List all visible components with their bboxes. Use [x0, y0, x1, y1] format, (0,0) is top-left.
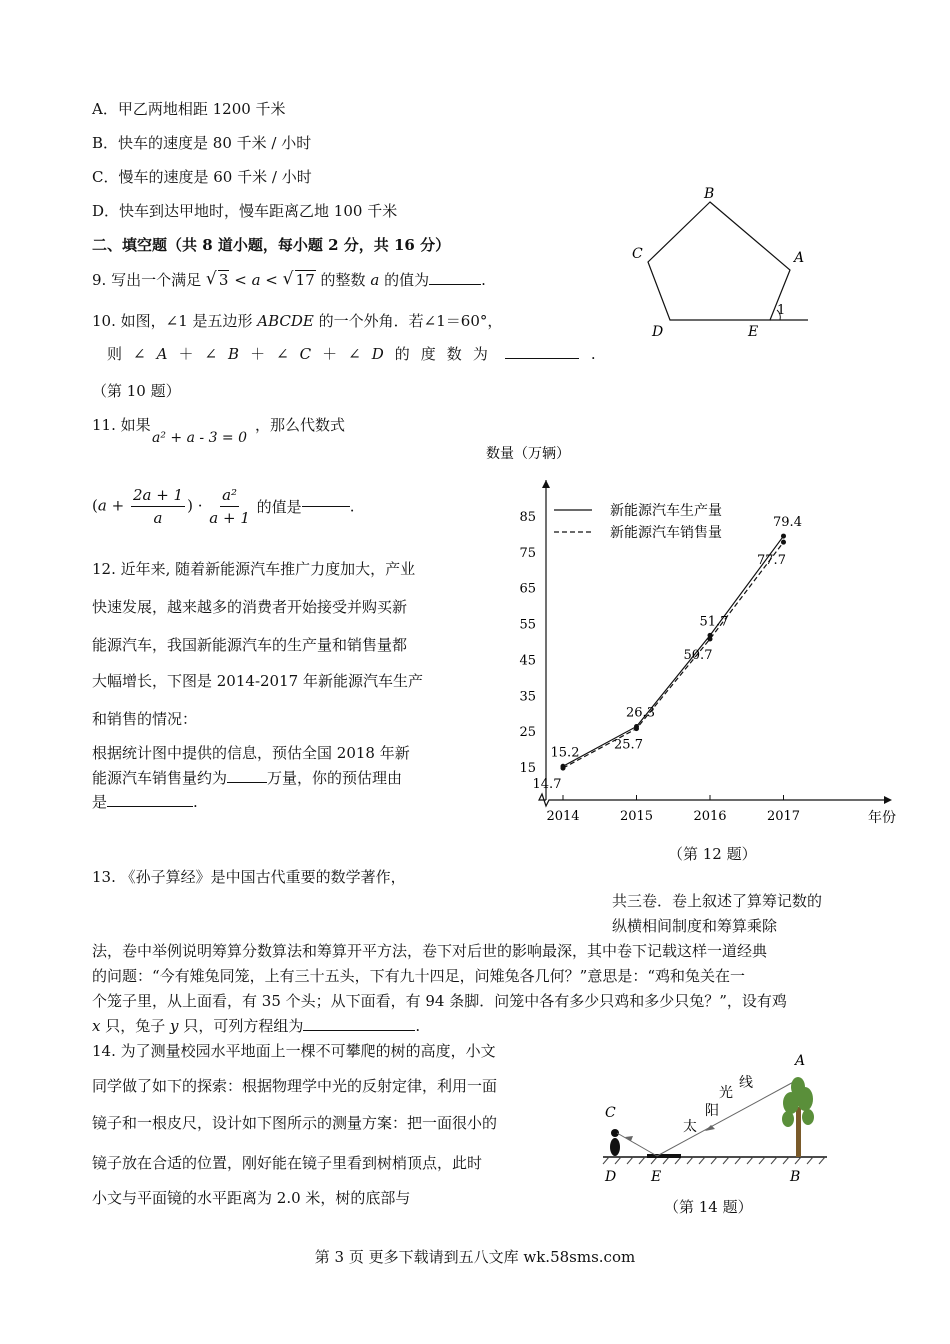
label-b: B	[704, 186, 715, 202]
section2-title: 二、填空题（共 8 道小题，每小题 2 分，共 16 分）	[92, 236, 451, 254]
question-10-line1: 10. 如图，∠1 是五边形 ABCDE 的一个外角．若∠1＝60°，	[92, 312, 503, 330]
y-tick-label: 85	[519, 510, 536, 525]
question-14-line2: 同学做了如下的探索：根据物理学中光的反射定律，利用一面	[92, 1077, 498, 1095]
q10-char: ∠	[133, 345, 146, 363]
figure-10-caption: （第 10 题）	[92, 382, 181, 400]
figure-14	[595, 1045, 835, 1190]
question-12-line5: 和销售的情况：	[92, 710, 198, 728]
y-tick-label: 25	[519, 725, 536, 741]
sqrt-3: √ 3	[205, 269, 229, 289]
question-13-side1: 共三卷．卷上叙述了算筹记数的	[612, 892, 823, 910]
question-9: 9. 写出一个满足 √ 3 < a < √ 17 的整数 a 的值为 .	[92, 269, 486, 289]
sales-point	[781, 540, 786, 545]
q10-char: A	[156, 345, 168, 363]
option-c: C．慢车的速度是 60 千米 / 小时	[92, 168, 312, 186]
chart-xlabel: 年份	[868, 810, 896, 826]
question-12-line2: 快速发展，越来越多的消费者开始接受并购买新	[92, 598, 408, 616]
line-chart	[470, 440, 910, 830]
question-14-line5: 小文与平面镜的水平距离为 2.0 米，树的底部与	[92, 1189, 411, 1207]
y-axis-arrow	[542, 480, 550, 488]
y-tick-label: 55	[519, 617, 536, 633]
question-11-line1b: ，那么代数式	[255, 416, 346, 434]
q10-char: ∠	[348, 345, 361, 363]
production-data-label: 51.7	[699, 614, 729, 630]
question-11-expression: (a + $\frac{2a + 1}{a}$ ) · $\frac{\text{a²}}{a + 1}$ 的值是 .	[92, 486, 355, 527]
fig14-label-c: C	[605, 1105, 616, 1121]
pentagon-abcde	[648, 202, 790, 320]
sales-data-label: 14.7	[532, 777, 562, 793]
label-c: C	[632, 246, 643, 262]
answer-blank-11	[302, 506, 350, 507]
label-d: D	[652, 324, 664, 340]
q10-end: .	[590, 345, 596, 363]
question-14-line3: 镜子和一根皮尺，设计如下图所示的测量方案：把一面很小的	[92, 1114, 498, 1132]
legend-sales: 新能源汽车销售量	[610, 525, 722, 541]
y-tick-label: 75	[519, 545, 536, 561]
label-a: A	[794, 250, 805, 266]
q10-char: C	[299, 345, 312, 363]
question-14-line4: 镜子放在合适的位置，刚好能在镜子里看到树梢顶点，此时	[92, 1154, 483, 1172]
sun-char-1: 太	[683, 1119, 697, 1135]
question-13-line5: 个笼子里，从上面看，有 35 个头；从下面看，有 94 条脚．问笼中各有多少只鸡和多少只兔？”，设有鸡	[92, 992, 787, 1010]
chart-ylabel: 数量（万辆）	[486, 446, 570, 462]
question-11-line1: 11. 如果	[92, 416, 151, 434]
answer-blank-12a	[227, 782, 267, 783]
sales-data-label: 50.7	[683, 647, 713, 663]
question-10-line2	[107, 343, 596, 364]
x-tick-label: 2015	[619, 809, 654, 824]
q10-char: 的	[394, 345, 410, 363]
q10-char: 度	[420, 345, 436, 363]
q10-char: 则	[107, 345, 123, 363]
question-13-line3: 法，卷中举例说明筹算分数算法和筹算开平方法，卷下对后世的影响最深，其中卷下记载这样一道经典	[92, 942, 768, 960]
question-13-side2: 纵横相间制度和筹算乘除	[612, 917, 778, 935]
sales-point	[708, 636, 713, 641]
q10-char: ＋	[178, 345, 194, 363]
person-body	[610, 1138, 620, 1156]
production-point	[781, 534, 786, 539]
fig14-label-b: B	[790, 1169, 801, 1185]
question-14-line1: 14. 为了测量校园水平地面上一棵不可攀爬的树的高度，小文	[92, 1042, 496, 1060]
x-tick-label: 2017	[766, 809, 801, 824]
q10-char: ＋	[322, 345, 338, 363]
question-12-ask3: 是 .	[92, 793, 198, 811]
option-b: B．快车的速度是 80 千米 / 小时	[92, 134, 312, 152]
q10-char: ∠	[204, 345, 218, 363]
fig14-label-a: A	[795, 1053, 806, 1069]
y-tick-label: 35	[519, 689, 536, 705]
reflected-ray	[617, 1133, 657, 1156]
sun-char-3: 光	[719, 1085, 733, 1101]
question-13-line6: x 只，兔子 y 只，可列方程组为 .	[92, 1017, 421, 1035]
sales-point	[561, 766, 566, 771]
legend-production: 新能源汽车生产量	[610, 503, 722, 519]
q10-char: 数	[446, 345, 462, 363]
answer-blank-12b	[107, 806, 193, 807]
ground-hatch	[603, 1157, 825, 1164]
option-d: D．快车到达甲地时，慢车距离乙地 100 千米	[92, 202, 398, 220]
question-11-condition: a² + a - 3 = 0	[152, 430, 248, 446]
production-data-label: 15.2	[550, 745, 580, 761]
y-tick-label: 15	[519, 761, 536, 776]
figure-14-caption: （第 14 题）	[664, 1198, 753, 1216]
question-12-line4: 大幅增长，下图是 2014-2017 年新能源汽车生产	[92, 672, 423, 690]
fig14-label-d: D	[605, 1169, 617, 1185]
q10-char: 为	[472, 345, 488, 363]
question-13-line1: 13. 《孙子算经》是中国古代重要的数学著作，	[92, 868, 406, 886]
fig14-label-e: E	[651, 1169, 662, 1185]
q10-char: D	[371, 345, 384, 363]
x-tick-label: 2016	[693, 809, 727, 824]
question-12-line1: 12. 近年来, 随着新能源汽车推广力度加大，产业	[92, 560, 416, 578]
sales-data-label: 25.7	[614, 737, 643, 753]
y-tick-label: 45	[519, 653, 536, 669]
x-tick-label: 2014	[546, 809, 580, 824]
figure-12-caption: （第 12 题）	[668, 845, 757, 863]
page-footer: 第 3 页 更多下载请到五八文库 wk.58sms.com	[314, 1248, 636, 1266]
answer-blank-9	[429, 284, 481, 285]
question-12-ask1: 根据统计图中提供的信息，预估全国 2018 年新	[92, 744, 410, 762]
option-a: A．甲乙两地相距 1200 千米	[92, 100, 286, 118]
sun-char-4: 线	[739, 1075, 753, 1091]
x-axis-arrow	[884, 796, 892, 804]
tree	[782, 1077, 814, 1157]
production-line	[563, 536, 784, 766]
production-data-label: 79.4	[773, 515, 802, 531]
sales-point	[634, 726, 639, 731]
mirror	[647, 1154, 681, 1158]
q10-char: ＋	[250, 345, 266, 363]
sun-char-2: 阳	[705, 1103, 719, 1119]
label-angle-1: 1	[777, 303, 786, 318]
sales-line	[563, 542, 784, 768]
label-e: E	[748, 324, 759, 340]
question-12-line3: 能源汽车，我国新能源汽车的生产量和销售量都	[92, 636, 408, 654]
sqrt-17: √ 17	[282, 269, 315, 289]
production-data-label: 26.3	[626, 705, 655, 721]
q10-char: B	[228, 345, 240, 363]
question-13-line4: 的问题：“今有雉兔同笼，上有三十五头，下有九十四足，问雉兔各几何？”意思是：“鸡和兔关在一	[92, 967, 746, 985]
answer-blank-13	[303, 1030, 415, 1031]
answer-blank-10	[505, 358, 579, 359]
question-12-ask2: 能源汽车销售量约为 万量，你的预估理由	[92, 769, 403, 787]
sales-data-label: 77.7	[757, 553, 786, 569]
q10-char: ∠	[276, 345, 289, 363]
pentagon-figure	[620, 180, 820, 340]
x-axis	[539, 794, 886, 806]
y-tick-label: 65	[519, 581, 536, 597]
